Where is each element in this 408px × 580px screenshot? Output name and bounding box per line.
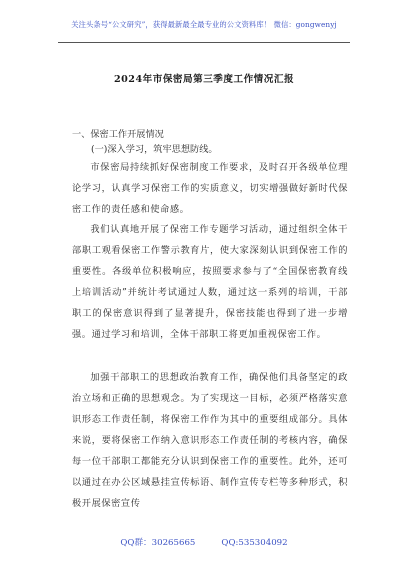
footer-contact	[0, 536, 408, 548]
paragraph-2: 我们认真地开展了保密工作专题学习活动，通过组织全体干部职工观看保密工作警示教育片，使大家深刻认识到保密工作的重要性。各级单位积极响应，按照要求参与了“全国保密教育线上培训活动”并统计考试通过人数，通过这一系列的培训，干部职工的保密意识得到了显著提升，保密技能也得到了进一步增强。通过学习和培训，全体干部职工将更加重视保密工作。	[72, 224, 348, 340]
subsection-heading: (一)深入学习，筑牢思想防线。	[91, 144, 218, 155]
footer-qq-group: QQ群：30265665	[120, 538, 196, 548]
section-heading: 一、保密工作开展情况	[72, 129, 164, 140]
paragraph-1: 市保密局持续抓好保密制度工作要求，及时召开各级单位理论学习，认真学习保密工作的实质意义，切实增强做好新时代保密工作的责任感和使命感。	[72, 162, 348, 215]
header-promo-note: 关注头条号“公文研究”，获得最新最全最专业的公文资料库！ 微信：gongwenyj	[71, 20, 337, 29]
footer-qq-number: QQ:535304092	[221, 538, 288, 548]
header-divider	[58, 42, 350, 43]
document-title: 2024年市保密局第三季度工作情况汇报	[113, 74, 295, 85]
paragraph-3: 加强干部职工的思想政治教育工作，确保他们具备坚定的政治立场和正确的思想观念。为了实现这一目标，必须严格落实意识形态工作责任制，将保密工作作为其中的重要组成部分。具体来说，要将保密工作纳入意识形态工作责任制的考核内容，确保每一位干部职工都能充分认识到保密工作的重要性。此外，还可以通过在办公区域悬挂宣传标语、制作宣传专栏等多种形式，积极开展保密宣传	[72, 372, 348, 509]
